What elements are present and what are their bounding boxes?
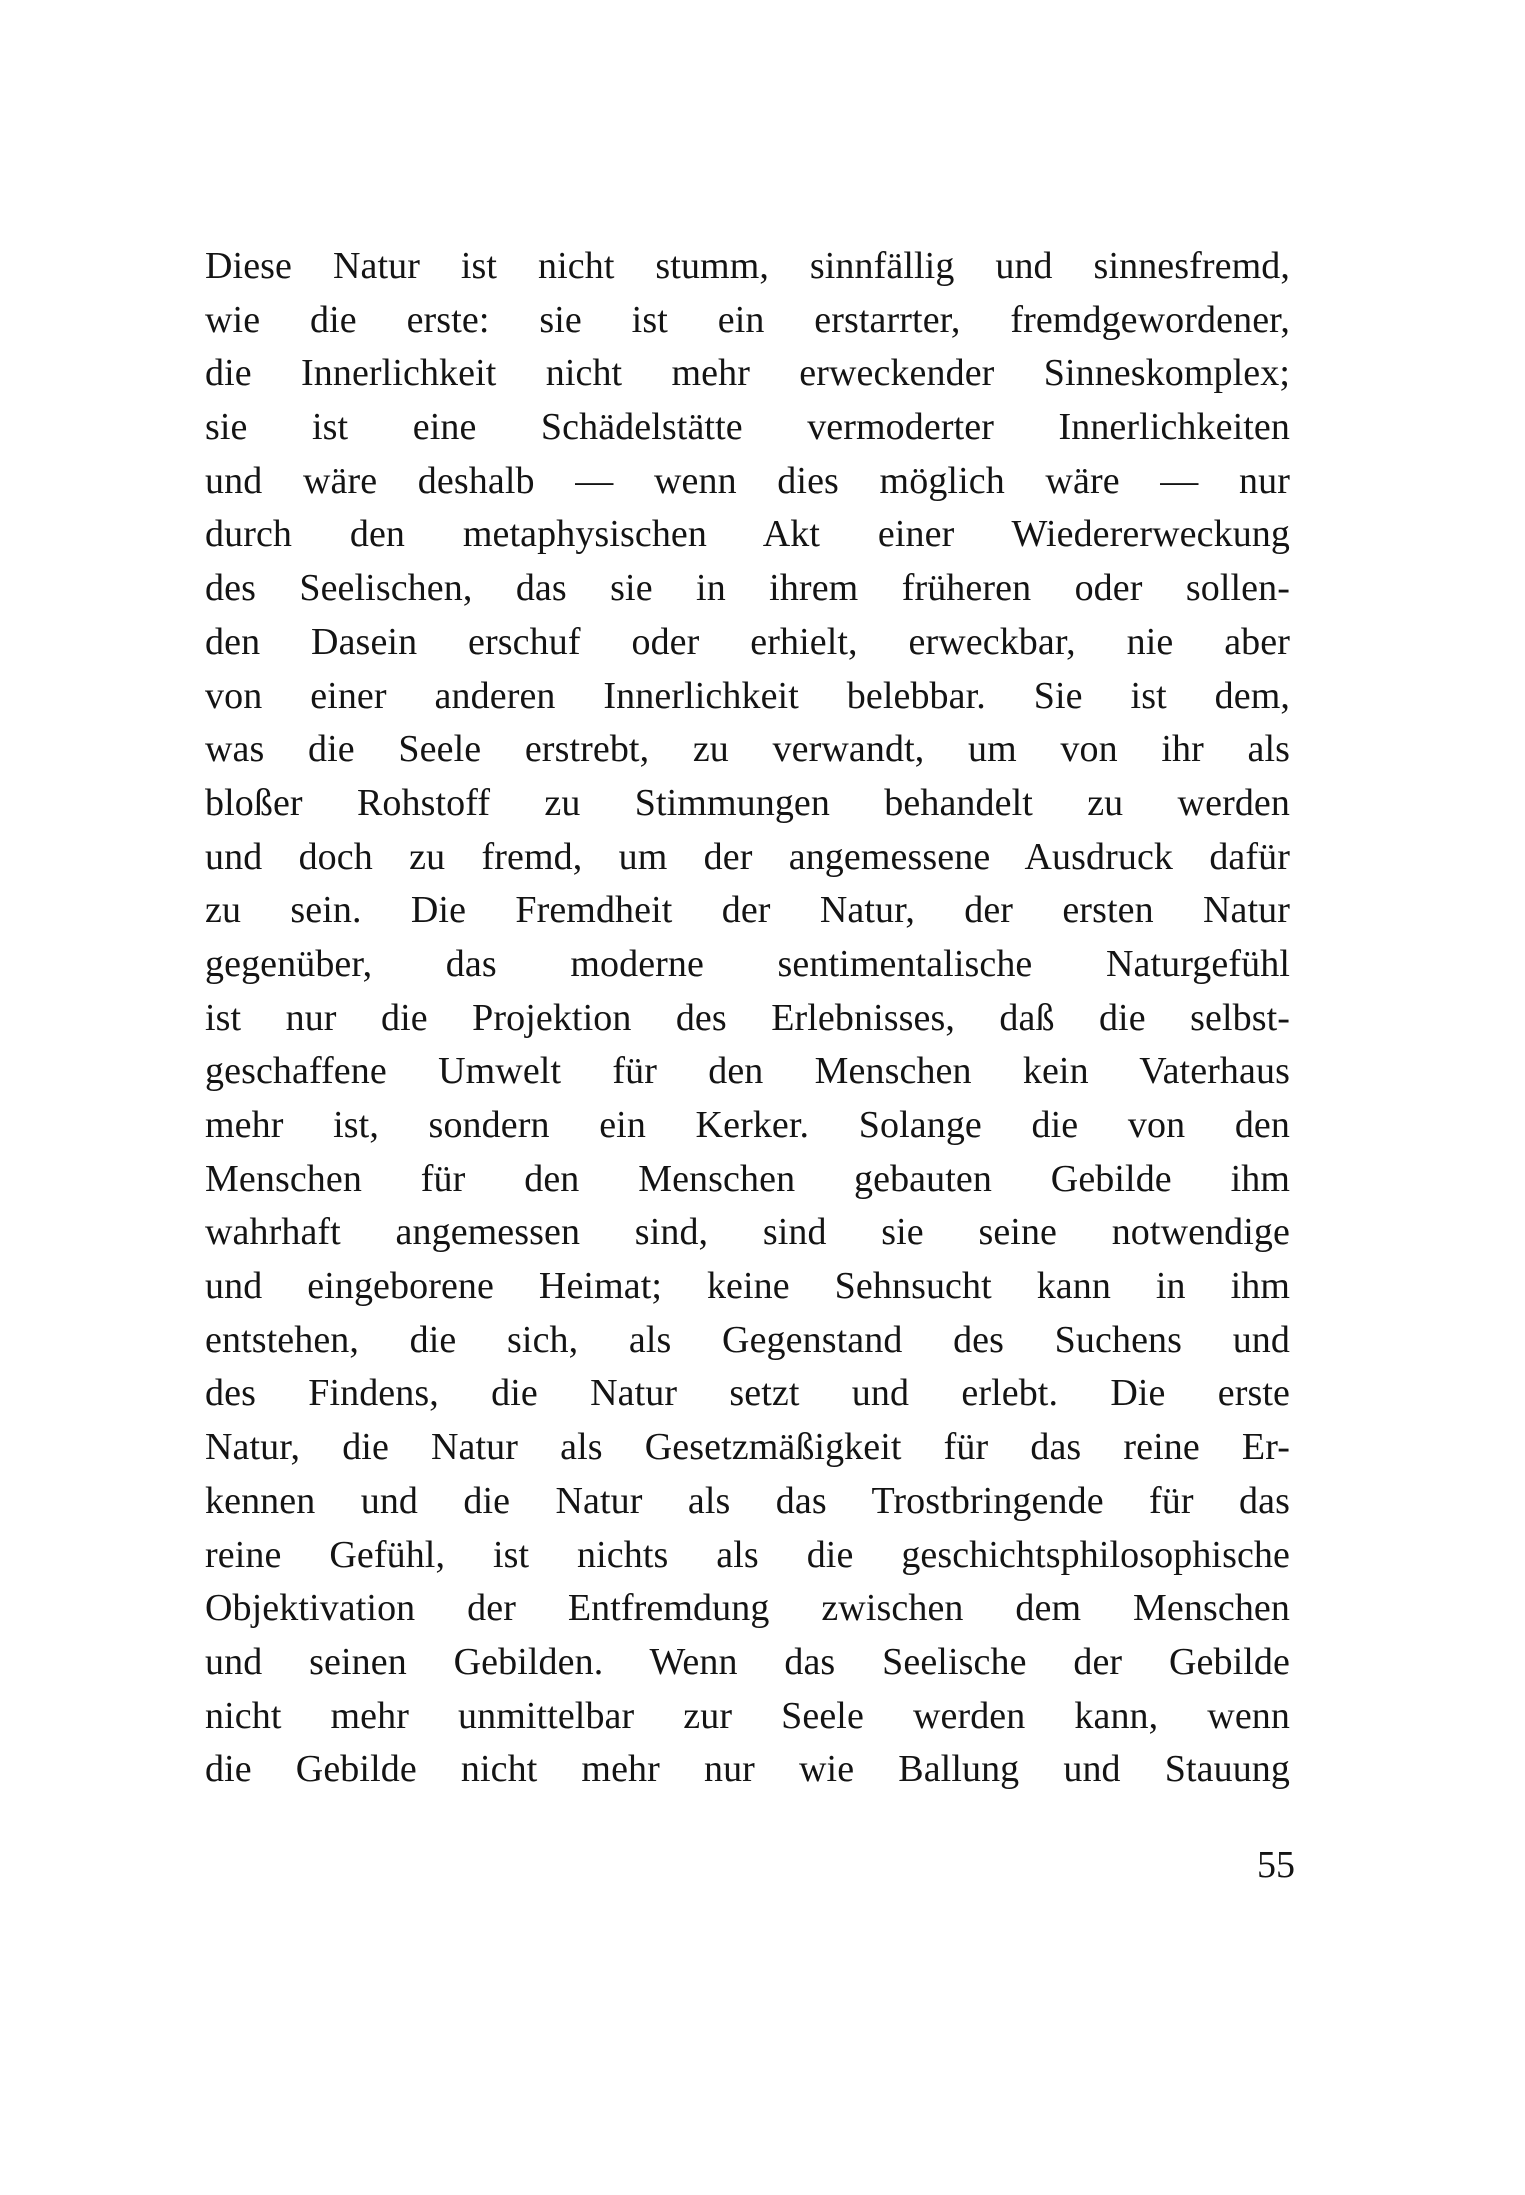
text-line-8: den Dasein erschuf oder erhielt, erweckbar, nie aber (205, 620, 1290, 663)
text-line-29: die Gebilde nicht mehr nur wie Ballung und Stauung (205, 1748, 1290, 1791)
text-line-20: und eingeborene Heimat; keine Sehnsucht kann in ihm (205, 1265, 1290, 1308)
body-text (205, 240, 1290, 1797)
text-line-10: was die Seele erstrebt, zu verwandt, um von ihr als (205, 728, 1290, 771)
text-line-22: des Findens, die Natur setzt und erlebt. Die erste (205, 1372, 1290, 1415)
text-line-12: und doch zu fremd, um der angemessene Ausdruck dafür (205, 835, 1290, 878)
text-line-16: geschaffene Umwelt für den Menschen kein Vaterhaus (205, 1050, 1290, 1093)
text-line-28: nicht mehr unmittelbar zur Seele werden kann, wenn (205, 1694, 1290, 1737)
text-line-4: sie ist eine Schädelstätte vermoderter Innerlichkeiten (205, 406, 1290, 449)
text-line-5: und wäre deshalb — wenn dies möglich wäre — nur (205, 459, 1290, 502)
page-number: 55 (1257, 1844, 1295, 1886)
text-line-23: Natur, die Natur als Gesetzmäßigkeit für das reine Er- (205, 1426, 1290, 1469)
text-line-6: durch den metaphysischen Akt einer Wiedererweckung (205, 513, 1290, 556)
text-line-21: entstehen, die sich, als Gegenstand des Suchens und (205, 1318, 1290, 1361)
text-line-9: von einer anderen Innerlichkeit belebbar. Sie ist dem, (205, 674, 1290, 717)
text-line-3: die Innerlichkeit nicht mehr erweckender Sinneskomplex; (205, 352, 1290, 395)
text-line-14: gegenüber, das moderne sentimentalische Naturgefühl (205, 942, 1290, 985)
text-line-27: und seinen Gebilden. Wenn das Seelische der Gebilde (205, 1640, 1290, 1683)
text-line-24: kennen und die Natur als das Trostbringende für das (205, 1479, 1290, 1522)
text-line-11: bloßer Rohstoff zu Stimmungen behandelt zu werden (205, 781, 1290, 824)
text-line-17: mehr ist, sondern ein Kerker. Solange die von den (205, 1104, 1290, 1146)
text-line-18: Menschen für den Menschen gebauten Gebilde ihm (205, 1157, 1290, 1200)
text-line-15: ist nur die Projektion des Erlebnisses, daß die selbst- (205, 996, 1290, 1039)
text-line-1: Diese Natur ist nicht stumm, sinnfällig und sinnesfremd, (205, 245, 1290, 287)
text-line-13: zu sein. Die Fremdheit der Natur, der ersten Natur (205, 889, 1290, 932)
text-line-26: Objektivation der Entfremdung zwischen dem Menschen (205, 1587, 1290, 1630)
text-line-7: des Seelischen, das sie in ihrem früheren oder sollen- (205, 567, 1290, 610)
text-line-19: wahrhaft angemessen sind, sind sie seine notwendige (205, 1211, 1290, 1254)
text-line-25: reine Gefühl, ist nichts als die geschichtsphilosophische (205, 1533, 1290, 1576)
text-line-2: wie die erste: sie ist ein erstarrter, fremdgewordener, (205, 298, 1290, 341)
